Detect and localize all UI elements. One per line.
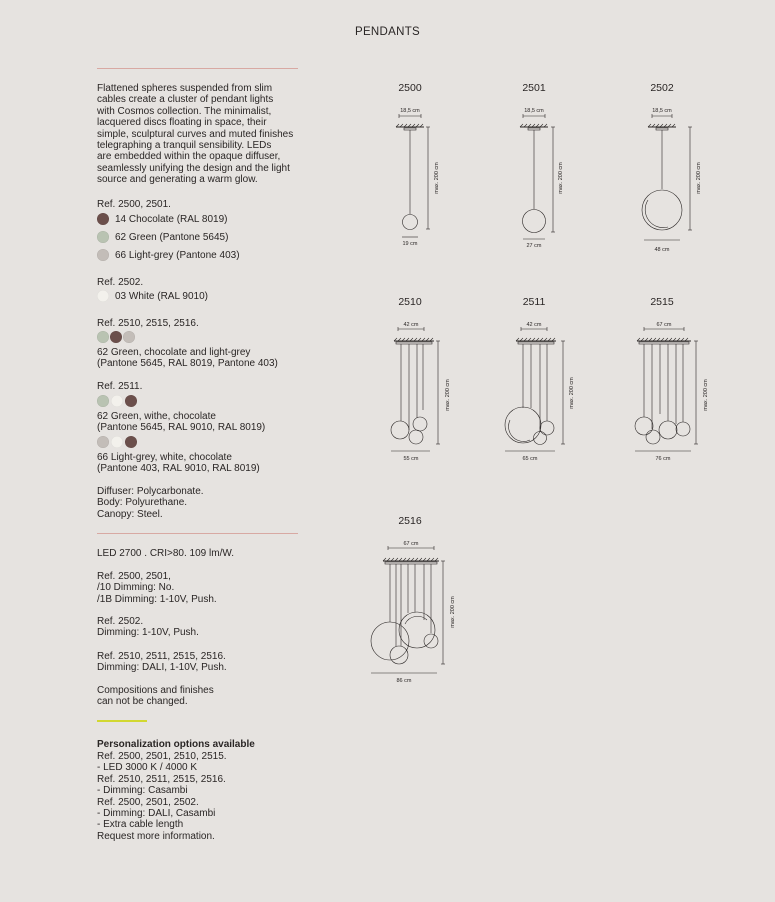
finish-ref-a: Ref. 2500, 2501.	[97, 199, 171, 210]
height-dimension: max. 200 cm	[703, 379, 709, 411]
finish-label: 66 Light-grey (Pantone 403)	[115, 249, 240, 261]
drawing-2516	[371, 541, 456, 684]
model-label-2510: 2510	[398, 296, 422, 308]
dimming-a: Ref. 2500, 2501, /10 Dimming: No. /1B Dimming: 1-10V, Push.	[97, 571, 217, 605]
width-dimension-bottom: 27 cm	[526, 243, 542, 249]
width-dimension-bottom: 19 cm	[402, 241, 418, 247]
composition-note: Compositions and finishes can not be changed.	[97, 685, 214, 708]
materials-text: Diffuser: Polycarbonate. Body: Polyurethane. Canopy: Steel.	[97, 486, 204, 520]
finish-label: 62 Green (Pantone 5645)	[115, 231, 229, 243]
width-dimension-bottom: 48 cm	[654, 247, 670, 253]
finish-ref-b: Ref. 2502.	[97, 277, 144, 288]
model-label-2515: 2515	[650, 296, 674, 308]
model-label-2500: 2500	[398, 82, 422, 94]
width-dimension-top: 67 cm	[656, 322, 672, 328]
drawing-2500	[396, 108, 440, 247]
height-dimension: max. 200 cm	[434, 162, 440, 194]
drawing-2501	[520, 108, 564, 249]
width-dimension-top: 42 cm	[526, 322, 542, 328]
description-text: Flattened spheres suspended from slim cables create a cluster of pendant lights with Cosmos collection. The minimalist, lacquered discs floating in space, their simple, sculptural curves and muted finishes telegraphing a tranquil sensibility. LEDs are embedded within the opaque diffuser, seamlessly unifying the design and the light source and generating a warm glow.	[97, 83, 294, 186]
height-dimension: max. 200 cm	[450, 596, 456, 628]
drawing-2515	[635, 322, 709, 462]
finish-text-d1: 62 Green, withe, chocolate (Pantone 5645, RAL 9010, RAL 8019)	[97, 411, 266, 434]
finish-ref-c: Ref. 2510, 2515, 2516.	[97, 318, 199, 329]
model-label-2511: 2511	[522, 296, 546, 308]
width-dimension-top: 18,5 cm	[524, 108, 544, 114]
finish-text-d2: 66 Light-grey, white, chocolate (Pantone 403, RAL 9010, RAL 8019)	[97, 452, 260, 475]
height-dimension: max. 200 cm	[569, 377, 575, 409]
width-dimension-bottom: 55 cm	[403, 456, 419, 462]
drawing-2502	[642, 108, 702, 253]
finish-ref-d: Ref. 2511.	[97, 381, 143, 392]
model-label-2502: 2502	[650, 82, 674, 94]
width-dimension-top: 42 cm	[403, 322, 419, 328]
width-dimension-bottom: 86 cm	[396, 678, 412, 684]
finish-text-c: 62 Green, chocolate and light-grey (Pantone 5645, RAL 8019, Pantone 403)	[97, 347, 278, 370]
dimming-c: Ref. 2510, 2511, 2515, 2516. Dimming: DALI, 1-10V, Push.	[97, 651, 227, 674]
width-dimension-bottom: 65 cm	[522, 456, 538, 462]
width-dimension-top: 18,5 cm	[652, 108, 672, 114]
height-dimension: max. 200 cm	[445, 379, 451, 411]
model-label-2516: 2516	[398, 515, 422, 527]
width-dimension-top: 67 cm	[403, 541, 419, 547]
finish-label: 03 White (RAL 9010)	[115, 290, 209, 302]
personalization-heading: Personalization options available	[97, 739, 255, 750]
dimming-b: Ref. 2502. Dimming: 1-10V, Push.	[97, 616, 199, 639]
page-title: PENDANTS	[354, 26, 421, 38]
finish-label: 14 Chocolate (RAL 8019)	[115, 213, 228, 225]
drawing-2511	[505, 322, 575, 462]
led-spec: LED 2700 . CRI>80. 109 lm/W.	[97, 548, 235, 559]
height-dimension: max. 200 cm	[558, 162, 564, 194]
height-dimension: max. 200 cm	[696, 162, 702, 194]
model-label-2501: 2501	[522, 82, 546, 94]
width-dimension-bottom: 76 cm	[655, 456, 671, 462]
personalization-body: Ref. 2500, 2501, 2510, 2515. - LED 3000 K / 4000 K Ref. 2510, 2511, 2515, 2516. - Dimming: Casambi Ref. 2500, 2501, 2502. - Dimming: DALI, Casambi - Extra cable length Request more information.	[97, 751, 227, 842]
width-dimension-top: 18,5 cm	[400, 108, 420, 114]
drawing-2510	[391, 322, 451, 462]
